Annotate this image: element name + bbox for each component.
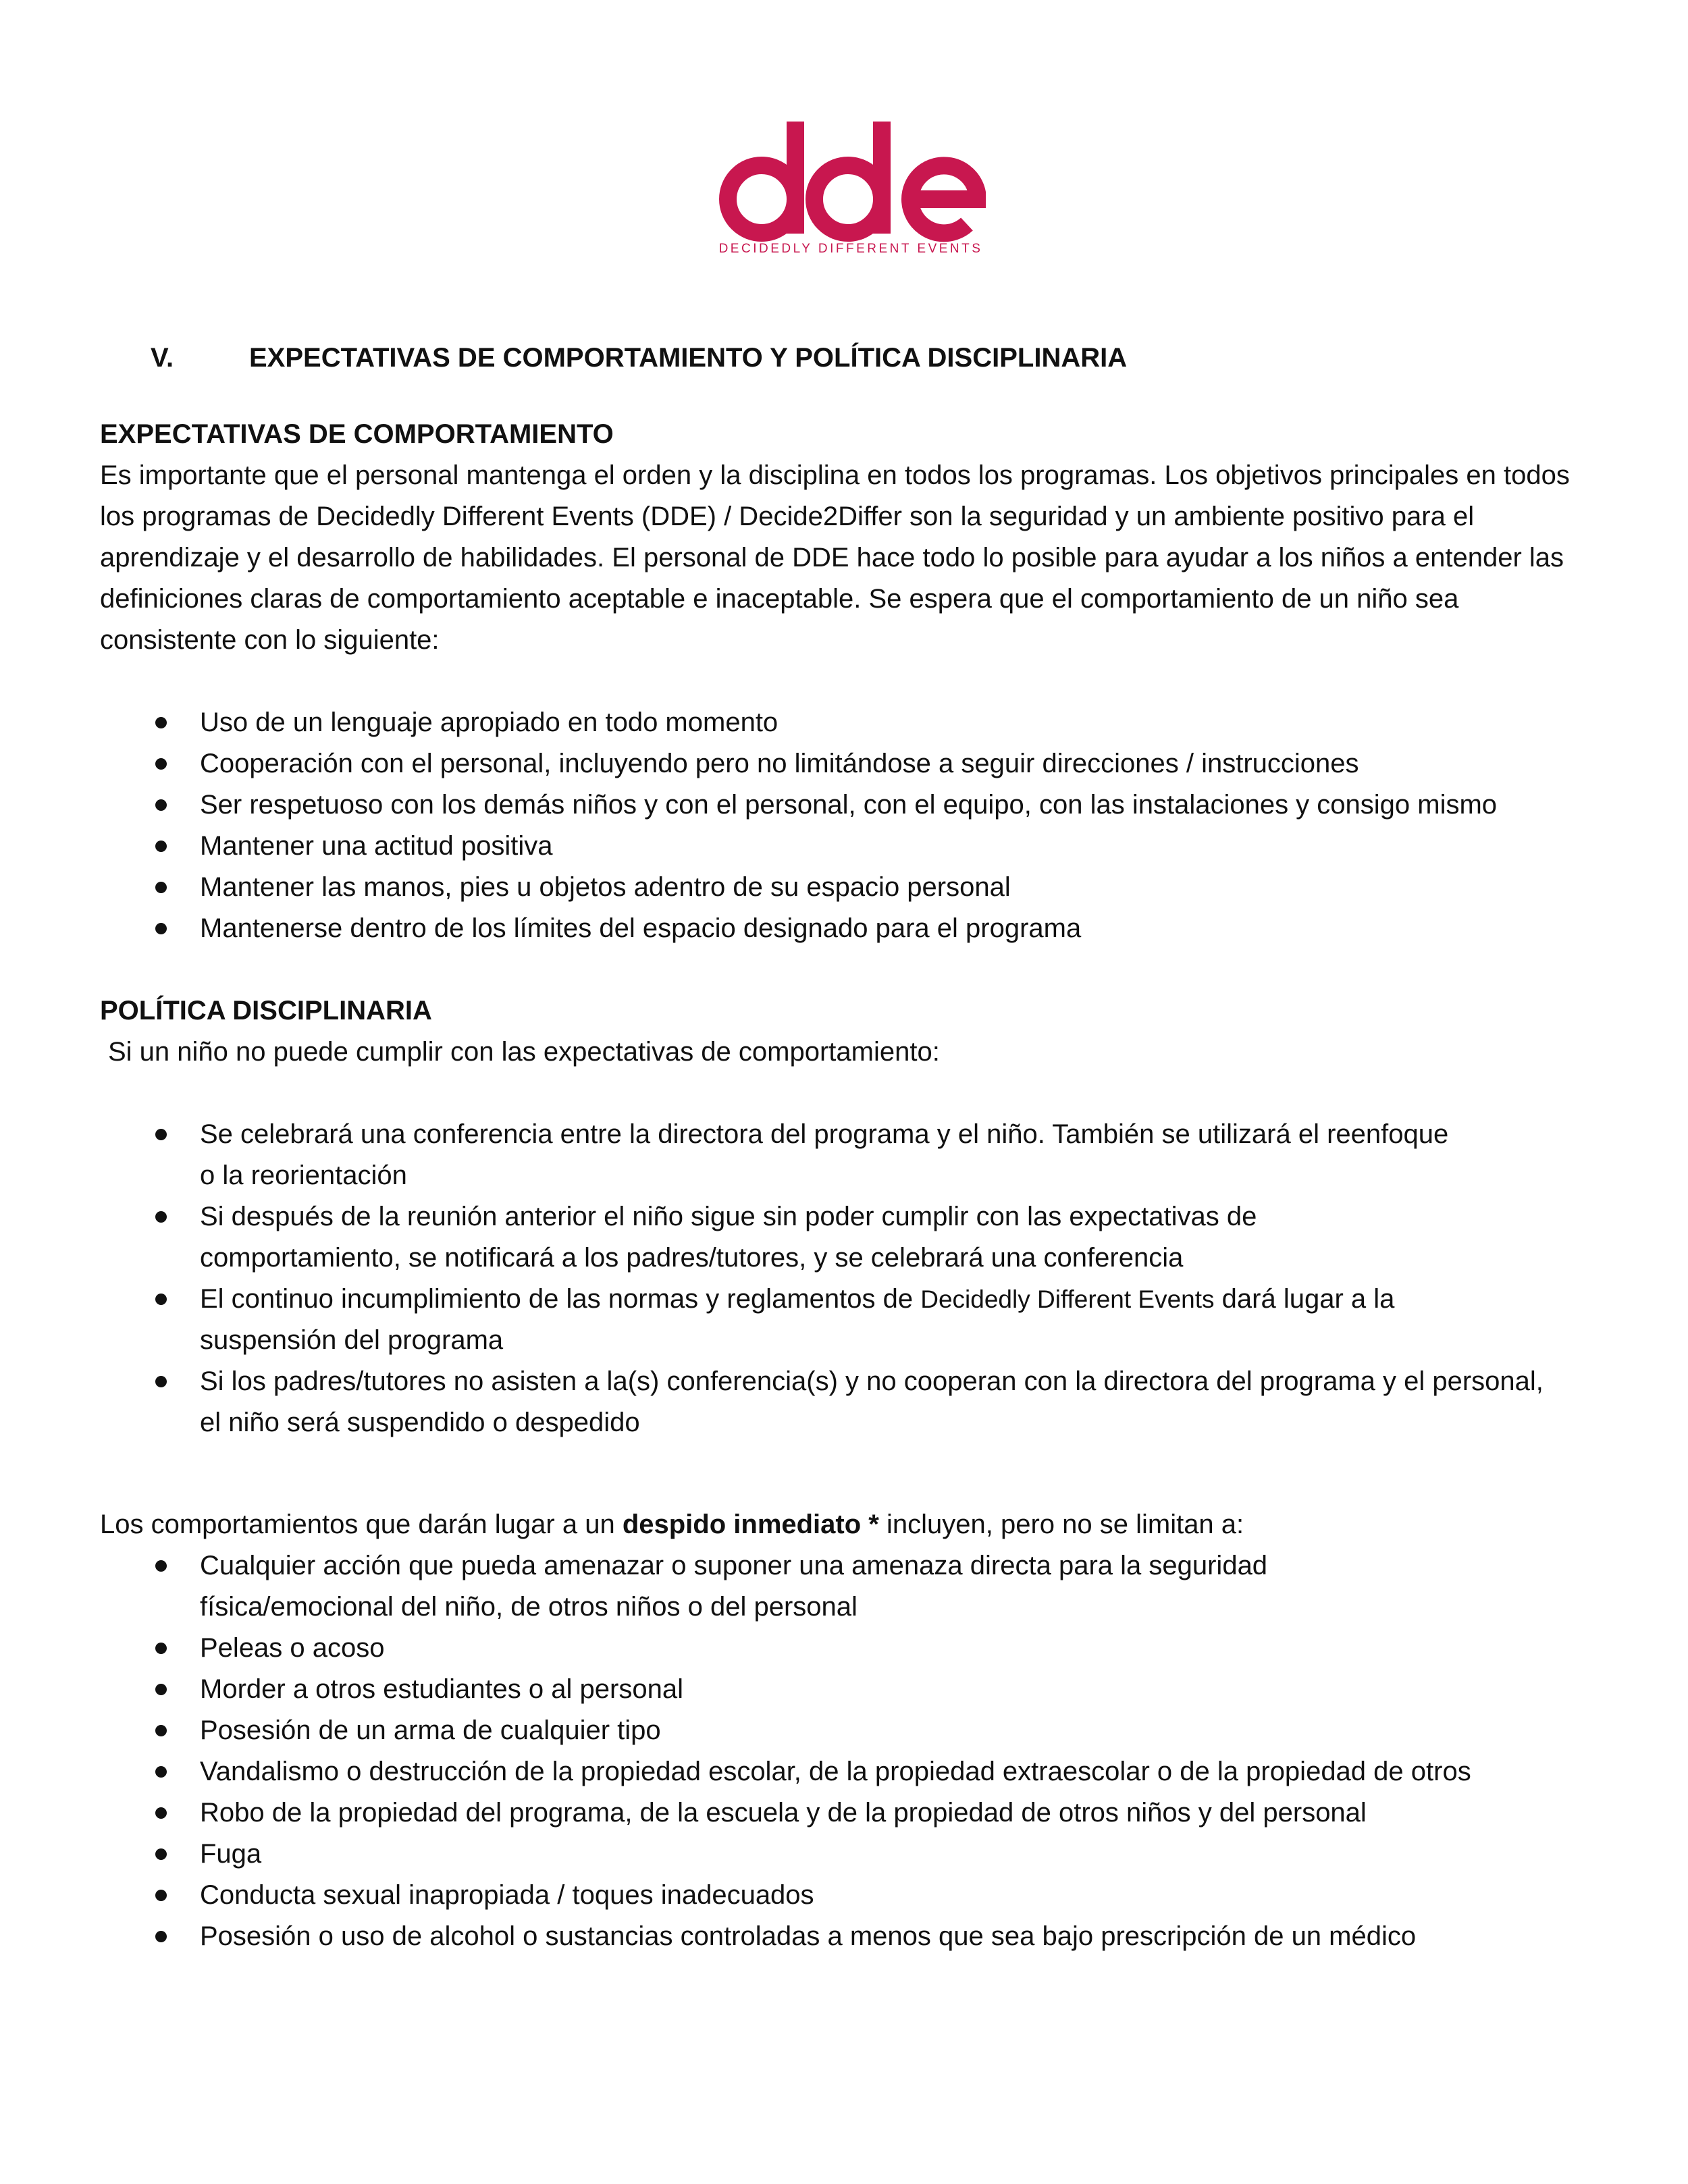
- dde-logo: [716, 115, 986, 263]
- list-item-text: Mantenerse dentro de los límites del espacio designado para el programa: [200, 913, 1082, 943]
- list-item: [100, 1628, 1599, 1669]
- bullet-icon: [155, 1129, 167, 1140]
- list-item-text: Si después de la reunión anterior el niño sigue sin poder cumplir con las expectativas de comportamiento, se notificará a los padres/tutores, y se celebrará una conferencia: [200, 1202, 1257, 1273]
- list-item: [100, 1114, 1599, 1196]
- section-heading: [151, 338, 1599, 379]
- spacer: [100, 949, 1599, 990]
- bullet-icon: [155, 1684, 167, 1695]
- behavior-heading: EXPECTATIVAS DE COMPORTAMIENTO: [100, 419, 614, 449]
- list-item: [100, 702, 1599, 743]
- list-item-text: Fuga: [200, 1839, 262, 1869]
- discipline-intro: Si un niño no puede cumplir con las expectativas de comportamiento:: [108, 1037, 940, 1067]
- list-item-text: Cooperación con el personal, incluyendo pero no limitándose a seguir direcciones / instrucciones: [200, 749, 1359, 778]
- bullet-icon: [155, 1560, 167, 1572]
- bullet-icon: [155, 1890, 167, 1901]
- list-item-text: Mantener una actitud positiva: [200, 831, 553, 861]
- list-item: [100, 1710, 1599, 1751]
- list-item: [100, 1875, 1599, 1916]
- spacer: [100, 1073, 1599, 1114]
- discipline-heading: POLÍTICA DISCIPLINARIA: [100, 996, 432, 1026]
- list-item: [100, 908, 1599, 949]
- list-item-text: El continuo incumplimiento de las normas y reglamentos de: [200, 1284, 921, 1314]
- list-item-text: Morder a otros estudiantes o al personal: [200, 1674, 683, 1704]
- bullet-icon: [155, 882, 167, 893]
- dde-logo-mark: [716, 115, 986, 263]
- bullet-icon: [155, 1807, 167, 1819]
- list-item: [100, 743, 1599, 784]
- list-item: [100, 1834, 1599, 1875]
- spacer: [100, 1443, 1599, 1504]
- list-item-text: Se celebrará una conferencia entre la directora del programa y el niño. También se utilizará el reenfoque o la reorientación: [200, 1119, 1449, 1190]
- list-item: [100, 1669, 1599, 1710]
- bullet-icon: [155, 1376, 167, 1387]
- list-item: [100, 1792, 1599, 1834]
- behavior-list: [100, 702, 1599, 949]
- list-item: [100, 826, 1599, 867]
- list-item: [100, 1545, 1599, 1628]
- list-item-text: Ser respetuoso con los demás niños y con el personal, con el equipo, con las instalaciones y consigo mismo: [200, 790, 1498, 820]
- behavior-paragraph: Es importante que el personal mantenga el orden y la disciplina en todos los programas. Los objetivos principales en todos los programas de Decidedly Different Events (DDE) / Decide2Differ son la seguridad y un ambiente positivo para el aprendizaje y el desarrollo de habilidades. El personal de DDE hace todo lo posible para ayudar a los niños a entender las definiciones claras de comportamiento aceptable e inaceptable. Se espera que el comportamiento de un niño sea consistente con lo siguiente:: [100, 460, 1570, 655]
- list-item-text: Conducta sexual inapropiada / toques inadecuados: [200, 1880, 814, 1910]
- list-item-text: Posesión o uso de alcohol o sustancias controladas a menos que sea bajo prescripción de un médico: [200, 1921, 1417, 1951]
- section-number: V.: [151, 343, 174, 373]
- list-item-text: Posesión de un arma de cualquier tipo: [200, 1715, 661, 1745]
- bullet-icon: [155, 717, 167, 728]
- section-title: EXPECTATIVAS DE COMPORTAMIENTO Y POLÍTICA DISCIPLINARIA: [249, 343, 1128, 373]
- list-item-text: Cualquier acción que pueda amenazar o suponer una amenaza directa para la seguridad física/emocional del niño, de otros niños o del personal: [200, 1551, 1268, 1622]
- list-item-text: Mantener las manos, pies u objetos adentro de su espacio personal: [200, 872, 1011, 902]
- list-item: [100, 1751, 1599, 1792]
- bullet-icon: [155, 1766, 167, 1778]
- list-item: [100, 867, 1599, 908]
- bullet-icon: [155, 1931, 167, 1942]
- list-item-text: Si los padres/tutores no asisten a la(s) conferencia(s) y no cooperan con la directora del programa y el personal, el niño será suspendido o despedido: [200, 1366, 1544, 1437]
- list-item-text: Peleas o acoso: [200, 1633, 385, 1663]
- bullet-icon: [155, 1725, 167, 1736]
- list-item-text: Vandalismo o destrucción de la propiedad escolar, de la propiedad extraescolar o de la propiedad de otros: [200, 1757, 1471, 1786]
- dismissal-list: [100, 1545, 1599, 1957]
- list-item: [100, 1916, 1599, 1957]
- organization-name: Decidedly Different Events: [920, 1285, 1215, 1313]
- list-item: [100, 1361, 1599, 1443]
- dismissal-lead-text: Los comportamientos que darán lugar a un: [100, 1510, 623, 1539]
- list-item-text: dará lugar a la suspensión del programa: [200, 1284, 1395, 1355]
- spacer: [100, 661, 1599, 702]
- bullet-icon: [155, 758, 167, 770]
- dismissal-lead: [100, 1504, 1599, 1545]
- list-item-text: Robo de la propiedad del programa, de la escuela y de la propiedad de otros niños y del personal: [200, 1798, 1367, 1828]
- document-body: [100, 338, 1599, 1957]
- bullet-icon: [155, 923, 167, 934]
- list-item: [100, 1279, 1599, 1361]
- bullet-icon: [155, 1294, 167, 1305]
- logo-tagline: DECIDEDLY DIFFERENT EVENTS: [718, 242, 983, 256]
- list-item-text: Uso de un lenguaje apropiado en todo momento: [200, 708, 779, 737]
- list-item: [100, 784, 1599, 826]
- list-item: [100, 1196, 1599, 1279]
- dismissal-lead-text: incluyen, pero no se limitan a:: [878, 1510, 1244, 1539]
- bullet-icon: [155, 799, 167, 811]
- discipline-list: [100, 1114, 1599, 1443]
- dismissal-lead-emphasis: despido inmediato *: [622, 1510, 879, 1539]
- bullet-icon: [155, 1643, 167, 1654]
- bullet-icon: [155, 841, 167, 852]
- bullet-icon: [155, 1848, 167, 1860]
- bullet-icon: [155, 1211, 167, 1223]
